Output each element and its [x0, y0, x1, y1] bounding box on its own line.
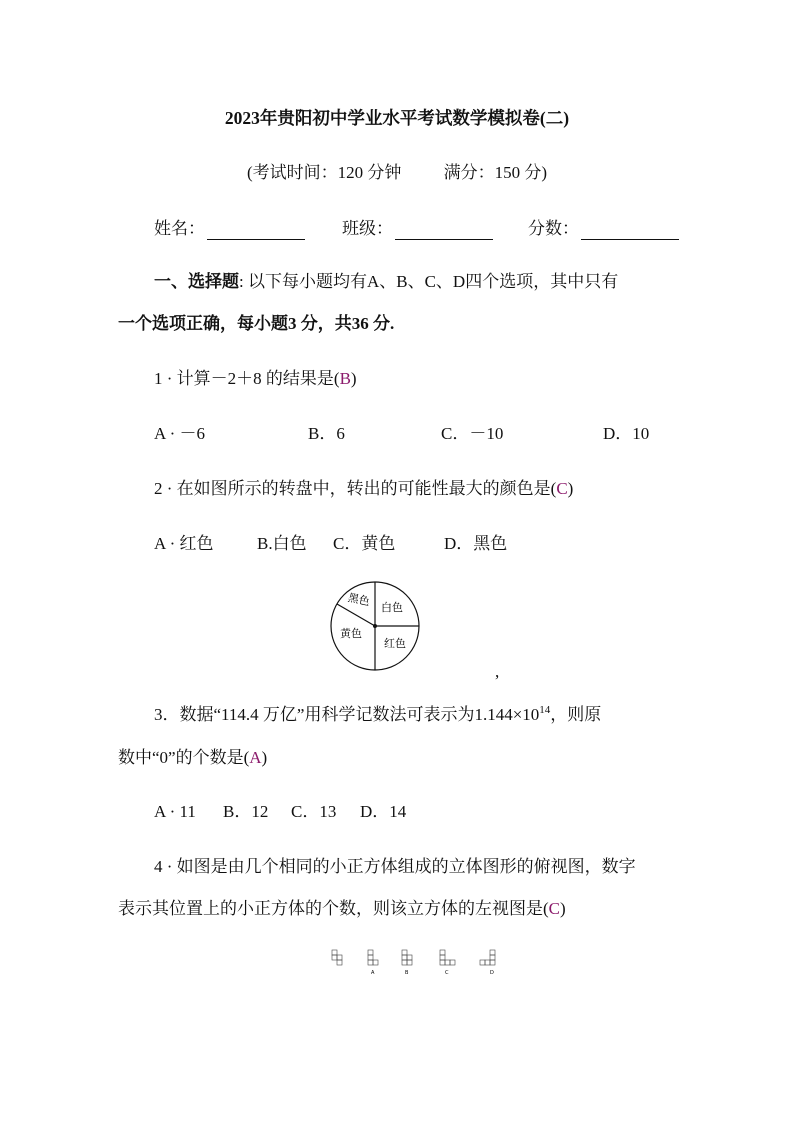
section1-intro-line2: 一个选项正确，每小题3 分，共36 分. — [118, 314, 395, 333]
spinner-label-red: 红色 — [384, 637, 406, 650]
class-blank — [395, 221, 493, 240]
view-d — [480, 950, 495, 965]
q1-option-b: B．6 — [308, 424, 345, 443]
section1-intro-text: : 以下每小题均有A、B、C、D四个选项，其中只有 — [239, 272, 619, 291]
name-blank — [207, 221, 305, 240]
class-field — [342, 218, 493, 240]
view-label-d: D — [490, 970, 494, 976]
q4-stem-line2 — [118, 898, 566, 920]
spinner-trailing-mark: , — [495, 662, 500, 681]
q3-option-b: B．12 — [223, 802, 269, 821]
q3-stem-line1 — [154, 704, 601, 726]
q3-close: ) — [261, 748, 268, 767]
section1-intro-line1 — [154, 271, 618, 293]
q4-stem-line2-text: 表示其位置上的小正方体的个数，则该立方体的左视图是( — [118, 899, 549, 918]
spinner-center — [373, 624, 377, 628]
view-label-b: B — [405, 970, 409, 976]
q3-answer: A — [249, 748, 262, 767]
spinner-label-white: 白色 — [381, 601, 403, 614]
q2-option-a: A · 红色 — [154, 534, 214, 553]
view-label-a: A — [371, 970, 375, 976]
q1-option-a: A · －6 — [154, 424, 205, 443]
section1-heading: 一、选择题 — [154, 272, 239, 291]
view-b — [402, 950, 412, 965]
class-label: 班级： — [342, 219, 393, 238]
q1-close: ) — [350, 369, 357, 388]
q3-option-c: C．13 — [291, 802, 337, 821]
score-field — [528, 218, 679, 240]
q3-stem-tail: ，则原 — [550, 705, 602, 724]
q2-close: ) — [567, 479, 574, 498]
top-view-grid — [332, 950, 342, 965]
full-score: 满分：150 分) — [443, 163, 548, 182]
q3-option-d: D．14 — [360, 802, 407, 821]
q2-stem — [154, 478, 573, 500]
exam-title: 2023年贵阳初中学业水平考试数学模拟卷(二) — [224, 108, 570, 128]
score-label: 分数： — [528, 219, 579, 238]
view-label-c: C — [445, 970, 449, 976]
view-a — [368, 950, 378, 965]
q3-option-a: A · 11 — [154, 802, 196, 821]
q4-answer: C — [548, 899, 561, 918]
name-label: 姓名： — [154, 219, 205, 238]
q4-views-figure — [330, 946, 505, 976]
q1-answer: B — [339, 369, 351, 388]
spinner-divider-upleft — [337, 604, 375, 626]
view-c — [440, 950, 455, 965]
score-blank — [581, 221, 679, 240]
q2-answer: C — [556, 479, 568, 498]
q3-stem-line2-text: 数中“0”的个数是( — [118, 748, 250, 767]
q2-option-b: B.白色 — [257, 534, 307, 553]
q4-close: ) — [560, 899, 566, 918]
q3-exponent: 14 — [539, 704, 551, 716]
q2-option-d: D．黑色 — [444, 534, 508, 553]
q4-stem-line1: 4 · 如图是由几个相同的小正方体组成的立体图形的俯视图，数字 — [154, 857, 636, 876]
q2-option-c: C．黄色 — [333, 534, 396, 553]
spinner-label-black: 黑色 — [346, 591, 371, 609]
spinner-label-yellow: 黄色 — [340, 627, 362, 640]
exam-time: (考试时间：120 分钟 — [246, 163, 402, 182]
exam-subtitle — [0, 162, 794, 184]
spinner-figure — [330, 585, 420, 675]
name-field — [154, 218, 305, 240]
q1-option-d: D．10 — [603, 424, 650, 443]
q3-stem-text: 3．数据“114.4 万亿”用科学记数法可表示为1.144×10 — [154, 705, 540, 724]
q3-stem-line2 — [118, 747, 267, 769]
q2-stem-text: 2 · 在如图所示的转盘中，转出的可能性最大的颜色是( — [154, 479, 557, 498]
q1-stem — [154, 368, 357, 390]
q1-option-c: C．－10 — [441, 424, 504, 443]
q1-stem-text: 1 · 计算－2＋8 的结果是( — [154, 369, 340, 388]
